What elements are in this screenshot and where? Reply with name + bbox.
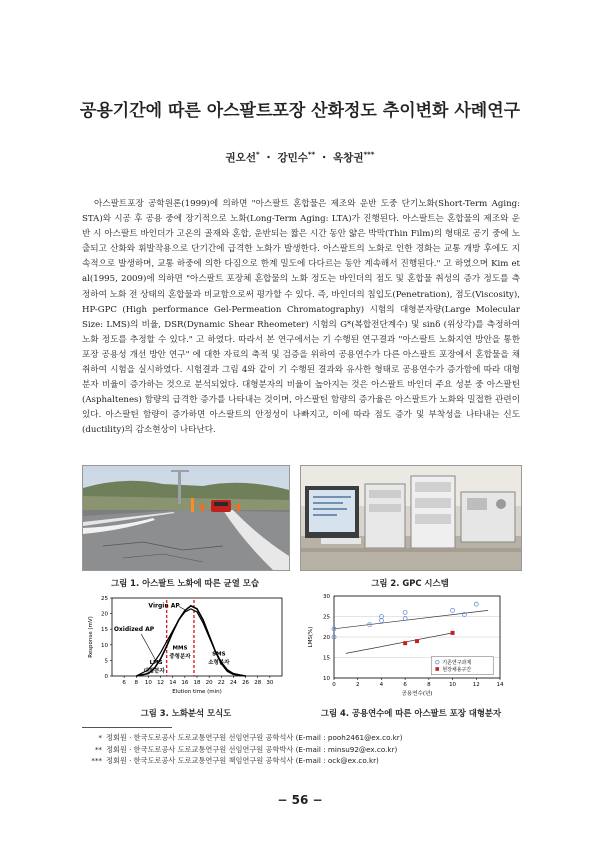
gpc-system-photo: [300, 465, 522, 571]
x-tick-label: 12: [157, 680, 165, 686]
y-tick-label: 25: [323, 614, 330, 621]
data-point-field: [415, 639, 419, 643]
lms-korean-label: 대형분자: [143, 668, 165, 675]
road-photo-illustration: [83, 466, 289, 570]
data-point-existing: [379, 619, 383, 623]
mms-label: MMS: [172, 645, 188, 652]
y-axis-label: Response (mV): [88, 616, 94, 658]
gpc-photo-illustration: [301, 466, 521, 570]
x-tick-label: 16: [181, 680, 189, 686]
data-point-existing: [451, 608, 455, 612]
y-tick-label: 10: [101, 642, 108, 649]
data-point-existing: [474, 602, 478, 606]
x-tick-label: 30: [266, 680, 274, 686]
footnote: [82, 755, 522, 767]
author-mark: **: [307, 150, 316, 159]
x-tick-label: 10: [449, 682, 457, 688]
author-name: 강민수: [277, 152, 308, 164]
footnote-mark: *: [98, 733, 102, 742]
footnote-text: 정회원 · 한국도로공사 도로교통연구원 책임연구원 공학석사 (E-mail : ock@ex.co.kr): [106, 756, 379, 765]
x-tick-label: 8: [427, 682, 431, 688]
x-axis-label: 공용연수(년): [401, 691, 433, 697]
y-tick-label: 0: [104, 674, 108, 680]
y-tick-label: 25: [101, 596, 108, 602]
x-tick-label: 6: [122, 680, 126, 686]
y-tick-label: 30: [323, 594, 330, 600]
author-separator: ・: [318, 152, 330, 164]
trend-line-field: [346, 633, 453, 654]
footnote-mark: **: [94, 744, 102, 754]
footnote-text: 정회원 · 한국도로공사 도로교통연구원 선임연구원 공학박사 (E-mail : minsu92@ex.co.kr): [106, 744, 398, 754]
mms-korean-label: 중형분자: [169, 653, 191, 660]
footnote-mark: ***: [91, 756, 102, 765]
data-point-field: [403, 641, 407, 645]
x-tick-label: 14: [169, 680, 177, 686]
sms-label: SMS: [212, 651, 226, 658]
x-tick-label: 24: [229, 680, 237, 686]
author-separator: ・: [263, 152, 274, 164]
virgin-label: Virgin AP: [148, 602, 180, 610]
x-tick-label: 6: [403, 682, 407, 688]
x-tick-label: 0: [332, 682, 336, 688]
x-tick-label: 12: [472, 682, 480, 688]
figure-2-caption: 그림 2. GPC 시스템: [371, 578, 449, 588]
author-mark: *: [255, 150, 260, 159]
road-crack-photo: [82, 465, 290, 571]
data-point-existing: [403, 610, 407, 614]
trend-line-existing: [334, 610, 488, 628]
x-tick-label: 10: [144, 680, 152, 686]
footnote: [82, 732, 522, 744]
lms-label: LMS: [149, 660, 163, 667]
y-tick-label: 15: [101, 627, 108, 634]
footnote-divider: [82, 727, 172, 728]
author-name: 옥창권: [333, 152, 364, 164]
footnote-text: 정회원 · 한국도로공사 도로교통연구원 선임연구원 공학석사 (E-mail : pooh2461@ex.co.kr): [106, 733, 403, 742]
legend-label-field: 현장채용구간: [442, 667, 472, 674]
figure-4-caption: 그림 4. 공용연수에 따른 아스팔트 포장 대형분자: [320, 708, 502, 718]
x-tick-label: 28: [254, 680, 262, 686]
x-tick-label: 8: [134, 680, 139, 686]
body-paragraph: 아스팔트포장 공학원론(1999)에 의하면 "아스팔트 혼합물은 제조와 운반 도중 단기노화(Short-Term Aging: STA)와 시공 후 공용 중에 장기적으로 노화(Long-Term Aging: LTA)가 진행된다. 아스팔트는 혼합물의 제조와 운반 시 아스팔트 바인더가 고온의 골재와 혼합, 운반되는 짧은 시간 동안 얇은 박막(Thin Film)의 형태로 공기 중에 노출되고 산화와 휘발작용으로 단기간에 급격한 노화가 발생한다. 아스팔트의 노화로 인한 경화는 교통 개방 후에도 지속적으로 발생하며, 교통 하중에 의한 다짐으로 한계 밀도에 다다르는 동안 계속해서 진행된다." 고 하였으며 Kim et al(1995, 2009)에 의하면 "아스팔트 포장체 혼합물의 노화 정도는 바인더의 점도 및 혼합물 취성의 증가 정도를 측정하여 노화 전 상태의 혼합물과 비교함으로써 평가할 수 있다. 즉, 바인더의 침입도(Penetration), 점도(Viscosity), HP-GPC (High performance Gel-Permeation Chromatography) 시험의 대형분자량(Large Molecular Size: LMS)의 비율, DSR(Dynamic Shear Rheometer) 시험의 G*(복합전단계수) 및 sinδ (위상각)를 측정하여 노화 정도를 추정할 수 있다." 고 하였다. 따라서 본 연구에서는 기 수행된 연구결과 "아스팔트 노화지연 방안을 통한 포장 공용성 개선 방안 연구" 에 대한 자료의 축적 및 검증을 위하여 공용연수가 다른 아스팔트 포장에서 혼합물을 채취하여 시험을 실시하였다. 시험결과 그림 4와 같이 기 수행된 결과와 유사한 형태로 공용연수가 증가함에 따라 대형분자 비율이 증가하는 것으로 분석되었다. 대형분자의 비율이 높아지는 것은 아스팔트 바인더 주요 성분 중 아스팔틴(Asphaltenes) 함량의 급격한 증가를 나타내는 것이며, 아스팔틴 함량의 증가율은 아스팔트가 노화와 밀접한 관련이 있다. 아스팔틴 함량이 증가하면 아스팔트의 안정성이 나빠지고, 이에 따라 점도 증가 및 부착성을 나타내는 신도(ductility)의 감소현상이 나타난다.: [82, 199, 521, 436]
y-tick-label: 5: [104, 658, 108, 665]
lms-service-years-chart: [300, 590, 522, 704]
author-name: 권오선: [225, 152, 256, 164]
x-tick-label: 4: [379, 682, 384, 688]
author-mark: ***: [363, 150, 375, 159]
y-tick-label: 20: [101, 611, 108, 618]
y-tick-label: 10: [323, 676, 330, 682]
footnote: [82, 744, 522, 756]
y-axis-label: LMS(%): [308, 626, 314, 648]
x-tick-label: 20: [205, 680, 213, 686]
legend-label-existing: 기존연구과제: [442, 660, 472, 667]
figure-1-caption: 그림 1. 아스팔트 노화에 따른 균열 모습: [111, 578, 259, 588]
oxidized-pointer: [141, 634, 156, 661]
x-tick-label: 18: [193, 680, 201, 686]
legend-marker-field: [435, 667, 439, 671]
aging-analysis-svg: [82, 592, 290, 706]
data-point-field: [451, 631, 455, 635]
y-tick-label: 20: [323, 635, 330, 641]
aging-analysis-chart: [82, 592, 290, 706]
x-tick-label: 14: [496, 682, 504, 688]
x-tick-label: 22: [217, 680, 225, 686]
author-line: [60, 150, 540, 165]
figure-3-caption: 그림 3. 노화분석 모식도: [140, 708, 232, 718]
paper-title: 공용기간에 따른 아스팔트포장 산화정도 추이변화 사례연구: [79, 101, 521, 121]
x-tick-label: 2: [355, 682, 360, 688]
x-axis-label: Elution time (min): [172, 689, 222, 695]
oxidized-label: Oxidized AP: [113, 625, 155, 633]
lms-service-years-svg: [300, 590, 522, 704]
sms-korean-label: 소형분자: [208, 660, 230, 667]
footnotes: [82, 732, 522, 767]
page-number: − 56 −: [277, 793, 323, 807]
x-tick-label: 26: [242, 680, 250, 686]
y-tick-label: 15: [323, 655, 330, 662]
